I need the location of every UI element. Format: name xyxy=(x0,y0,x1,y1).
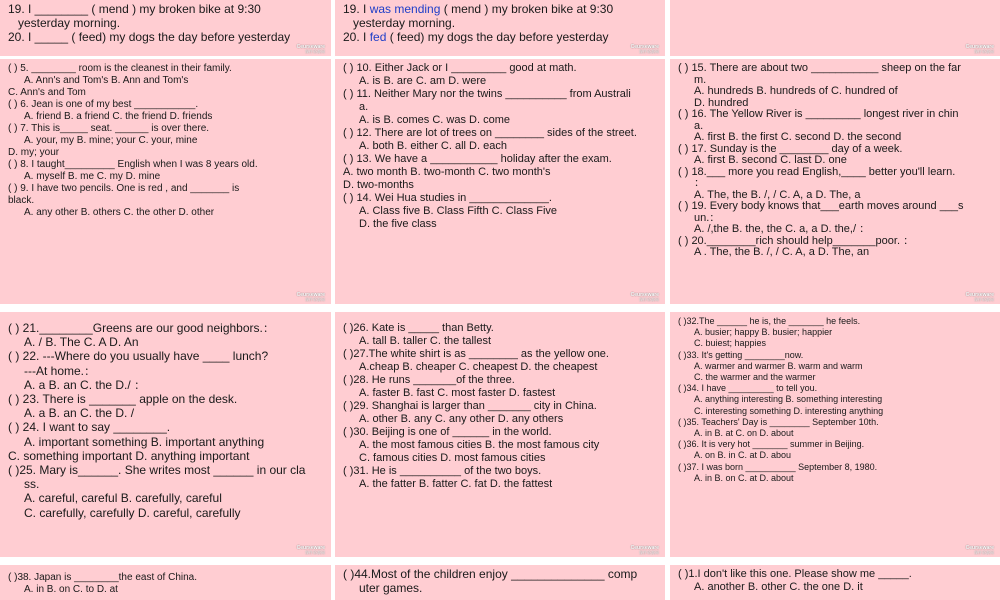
option-line: A. in B. on C. to D. at xyxy=(24,584,118,595)
question-line: ( )36. It is very hot _______ summer in Beijing. xyxy=(678,439,865,450)
question-line: ( )31. He is __________ of the two boys. xyxy=(343,465,542,477)
question-line: ( ) 5. ________ room is the cleanest in their family. xyxy=(8,63,232,74)
question-line: D. two-months xyxy=(343,179,414,191)
option-line: A . The, the B. /, / C. A, a D. The, an xyxy=(694,246,870,258)
watermark-logo: Ceurseware 课件资源网 xyxy=(296,44,325,54)
question-line: ( ) 12. There are lot of trees on ________ sides of the street. xyxy=(343,127,637,139)
watermark-logo: Ceurseware 课件资源网 xyxy=(630,44,659,54)
question-line: ( ) 22. ---Where do you usually have ____ lunch? xyxy=(8,349,269,364)
option-line: A. the fatter B. fatter C. fat D. the fattest xyxy=(359,478,553,490)
slide-q19-20 xyxy=(0,0,331,56)
answer-20: 20. I fed ( feed) my dogs the day before yesterday xyxy=(343,30,609,45)
question-line: ( ) 17. Sunday is the ________ day of a week. xyxy=(678,142,903,155)
option-line: A. both B. either C. all D. each xyxy=(359,140,507,152)
option-line: A. The, the B. /, / C. A, a D. The, a xyxy=(694,188,861,201)
option-line: un.： xyxy=(694,211,721,224)
question-line: ( )1.I don't like this one. Please show me _____. xyxy=(678,568,912,580)
option-line: A. hundreds B. hundreds of C. hundred of xyxy=(694,85,898,97)
option-line: A. first B. the first C. second D. the second xyxy=(694,131,902,143)
option-line: A. is B. are C. am D. were xyxy=(359,75,487,87)
question-line: ( ) 9. I have two pencils. One is red , and _______ is xyxy=(8,183,240,194)
option-line: A. a B. an C. the D. / xyxy=(24,406,135,421)
watermark-logo: Ceurseware 课件资源网 xyxy=(296,292,325,302)
question-line: ( ) 7. This is_____ seat. ______ is over there. xyxy=(8,123,210,134)
option-line: A. careful, careful B. carefully, careful xyxy=(24,491,222,506)
option-line: A. first B. second C. last D. one xyxy=(694,154,847,166)
option-line: ---At home.： xyxy=(24,363,97,378)
option-line: m. xyxy=(694,73,707,86)
slide-q5-9 xyxy=(0,59,331,304)
option-line: A. on B. in C. at D. abou xyxy=(694,450,792,461)
question-line: ( )26. Kate is _____ than Betty. xyxy=(343,322,494,334)
option-line: A. busier; happy B. busier; happier xyxy=(694,327,833,338)
option-line: A. / B. The C. A D. An xyxy=(24,335,139,350)
question-line: ( )27.The white shirt is as ________ as the yellow one. xyxy=(343,348,609,360)
question-line: ( )38. Japan is ________the east of China. xyxy=(8,572,198,583)
question-line: ( ) 20.________rich should help_______poor. ： xyxy=(678,234,915,247)
option-line: A. in B. on C. at D. about xyxy=(694,472,794,483)
option-line: A. Class five B. Class Fifth C. Class Five xyxy=(359,205,558,217)
option-line: ： xyxy=(694,177,705,189)
question-line: ( )25. Mary is______. She writes most ______ in our cla xyxy=(8,463,306,478)
slide-q44 xyxy=(335,565,665,600)
option-line: D. hundred xyxy=(694,96,749,109)
option-line: D. the five class xyxy=(359,218,437,230)
option-line: A.cheap B. cheaper C. cheapest D. the cheapest xyxy=(359,361,598,373)
question-line: black. xyxy=(8,195,35,206)
option-line: A. any other B. others C. the other D. other xyxy=(24,207,215,218)
watermark-logo: Ceurseware 课件资源网 xyxy=(965,292,994,302)
question-line: A. two month B. two-month C. two month's xyxy=(343,166,551,178)
question-line: ( ) 18.___ more you read English,____ better you'll learn. xyxy=(678,165,956,178)
question-line: ( )29. Shanghai is larger than _______ city in China. xyxy=(343,400,597,412)
question-line: ( ) 23. There is _______ apple on the desk. xyxy=(8,392,238,407)
slide-q32-37 xyxy=(670,312,1000,557)
option-line: A. is B. comes C. was D. come xyxy=(359,114,510,126)
question-line: ( ) 21.________Greens are our good neighbors.： xyxy=(8,321,275,335)
question-line: C. Ann's and Tom xyxy=(8,87,86,98)
question-line: ( ) 16. The Yellow River is _________ longest river in chin xyxy=(678,108,959,120)
question-line: ( )44.Most of the children enjoy ______________ comp xyxy=(343,567,638,581)
watermark-logo: Ceurseware 课件资源网 xyxy=(630,292,659,302)
option-line: yesterday morning. xyxy=(18,16,121,31)
question-line: ( )34. I have _________ to tell you. xyxy=(678,383,818,394)
slide-blank xyxy=(670,0,1000,56)
option-line: A. friend B. a friend C. the friend D. friends xyxy=(24,111,213,122)
question-line: 19. I ________ ( mend ) my broken bike at 9:30 xyxy=(8,2,261,16)
question-line: ( ) 13. We have a ___________ holiday after the exam. xyxy=(343,153,612,165)
option-line: C. buiest; happies xyxy=(694,338,767,349)
watermark-logo: Ceurseware 课件资源网 xyxy=(630,545,659,555)
option-line: A. important something B. important anything xyxy=(24,434,265,449)
option-line: A. warmer and warmer B. warm and warm xyxy=(694,360,863,371)
option-line: A. anything interesting B. something interesting xyxy=(694,394,883,405)
slide-q1 xyxy=(670,565,1000,600)
question-line: ( )30. Beijing is one of ______ in the world. xyxy=(343,426,552,438)
option-line: A. another B. other C. the one D. it xyxy=(694,581,863,593)
option-line: C. carefully, carefully D. careful, carefully xyxy=(24,505,241,520)
option-line: A. Ann's and Tom's B. Ann and Tom's xyxy=(24,75,189,86)
question-line: ( )35. Teachers' Day is ________ September 10th. xyxy=(678,416,879,427)
question-line: ( )32.The ______ he is, the _______ he feels. xyxy=(678,316,861,326)
option-line: A. other B. any C. any other D. any others xyxy=(359,413,564,425)
question-line: ( ) 6. Jean is one of my best ___________. xyxy=(8,99,199,110)
option-line: A. a B. an C. the D./ ： xyxy=(24,377,147,392)
slide-q26-31 xyxy=(335,312,665,557)
question-line: ( ) 19. Every body knows that___earth moves around ___s xyxy=(678,200,964,212)
slide-q38 xyxy=(0,565,331,600)
option-line: a. xyxy=(359,101,369,113)
option-line: C. interesting something D. interesting anything xyxy=(694,405,884,416)
watermark-logo: Ceurseware 课件资源网 xyxy=(965,545,994,555)
question-line: D. my; your xyxy=(8,147,60,158)
option-line: uter games. xyxy=(359,581,423,596)
option-line: A. your, my B. mine; your C. your, mine xyxy=(24,135,198,146)
question-line: ( )37. I was born __________ September 8, 1980. xyxy=(678,461,878,472)
option-line: a. xyxy=(694,119,704,132)
question-line: ( ) 24. I want to say ________. xyxy=(8,420,171,435)
option-line: C. famous cities D. most famous cities xyxy=(359,452,546,464)
question-line: 20. I _____ ( feed) my dogs the day before yesterday xyxy=(8,30,291,45)
option-line: C. the warmer and the warmer xyxy=(694,372,816,383)
option-line: A. tall B. taller C. the tallest xyxy=(359,335,492,347)
slide-q10-14 xyxy=(335,59,665,304)
question-line: ( ) 15. There are about two ___________ sheep on the far xyxy=(678,62,961,74)
question-line: C. something important D. anything important xyxy=(8,448,250,463)
question-line: ( )33. It's getting ________now. xyxy=(678,349,804,360)
question-line: ( )28. He runs _______of the three. xyxy=(343,374,515,386)
slide-q15-20 xyxy=(670,59,1000,304)
question-line: ( ) 10. Either Jack or I _________ good at math. xyxy=(343,62,577,74)
option-line: A. the most famous cities B. the most famous city xyxy=(359,439,600,451)
option-line: ss. xyxy=(24,477,40,492)
question-line: ( ) 14. Wei Hua studies in _____________. xyxy=(343,192,552,204)
watermark-logo: Ceurseware 课件资源网 xyxy=(296,545,325,555)
option-line: A. faster B. fast C. most faster D. fastest xyxy=(359,387,556,399)
question-line: ( ) 11. Neither Mary nor the twins __________ from Australi xyxy=(343,88,631,100)
slide-q21-25 xyxy=(0,312,331,557)
answer-19: 19. I was mending ( mend ) my broken bike at 9:30 xyxy=(343,2,614,16)
option-line: A. /,the B. the, the C. a, a D. the,/ ： xyxy=(694,223,871,235)
watermark-logo: Ceurseware 课件资源网 xyxy=(965,44,994,54)
question-line: ( ) 8. I taught_________ English when I was 8 years old. xyxy=(8,159,258,170)
option-line: A. myself B. me C. my D. mine xyxy=(24,171,161,182)
option-line: A. in B. at C. on D. about xyxy=(694,428,794,439)
slide-q19-20-answers: 19. I was mending ( mend ) my broken bike at 9:30 yesterday morning. 20. I fed ( feed) my dogs the day before yesterday Ceurseware 课件资源网 xyxy=(335,0,665,56)
